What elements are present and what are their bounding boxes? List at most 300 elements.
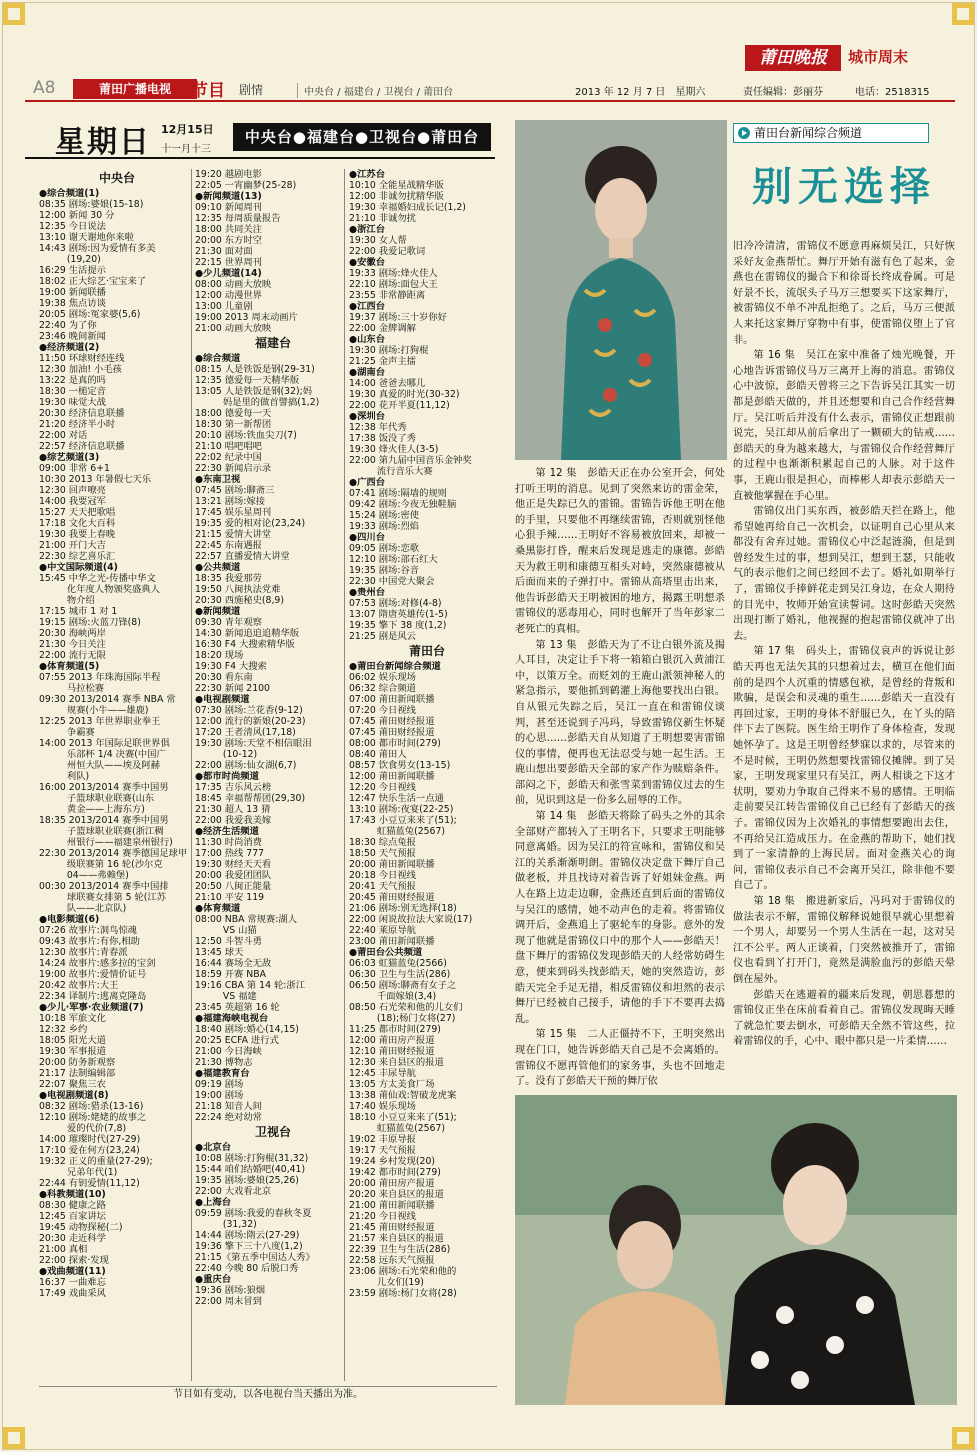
program-entry: 12:30 来自县区的报道 [349,1057,444,1068]
program-entry: 19:30 幸福婚妇成长记(1,2) [349,202,466,213]
program-entry: 19:02 丰原导报 [349,1134,416,1145]
program-entry: 06:02 娱乐现场 [349,672,416,683]
program-entry: 21:25 金声主擂 [349,356,416,367]
program-entry: 23:00 莆田新闻联播 [349,936,435,947]
program-entry: 18:50 天气预报 [349,848,416,859]
program-entry: 14:43 剧场:因为爱情有多美 (19,20) [39,243,156,265]
program-entry: 22:00 流行无限 [39,650,106,661]
program-entry: 18:35 我爱那劳 [195,573,262,584]
channel-heading: ●湖南台 [349,367,386,378]
program-entry: 19:36 剧场:狼烟 [195,1285,266,1296]
program-entry: 23:46 晚间新闻 [39,331,106,342]
program-entry: 17:20 王者清风(17,18) [195,727,296,738]
program-entry: 12:47 快乐生活一点通 [349,793,444,804]
program-entry: 19:35 擎下 38 度(1,2) [349,620,447,631]
program-entry: 22:00 花开半夏(11,12) [349,400,450,411]
channel-heading: ●福建教育台 [195,1068,250,1079]
program-entry: 22:00 我爱我美嫁 [195,815,272,826]
program-entry: 08:00 都市时间(279) [349,738,441,749]
channel-heading: ●江西台 [349,301,386,312]
program-entry: 22:00 我爱记歌词 [349,246,426,257]
program-entry: 06:03 虹猫蓝兔(2566) [349,958,447,969]
program-entry: 13:10 剧场:夜宴(22-25) [349,804,454,815]
program-entry: 18:35 2013/2014 赛季中国男 子篮球职业联赛(浙江稠 州银行——福建泉州银行) [39,815,173,848]
program-entry: 20:00 东方时空 [195,235,262,246]
program-entry: 20:42 故事片:大王 [39,980,119,991]
program-entry: 21:57 来自县区的报道 [349,1233,444,1244]
program-entry: 16:30 F4 大搜索精华版 [195,639,295,650]
channel-heading: ●广西台 [349,477,386,488]
program-entry: 07:45 莆田财经报道 [349,727,435,738]
program-entry: 16:29 生活提示 [39,265,106,276]
program-entry: 19:30 味觉大战 [39,397,106,408]
program-entry: 19:50 八闽执法党难 [195,584,281,595]
program-entry: 12:38 年代秀 [349,422,407,433]
channel-heading: ●深圳台 [349,411,386,422]
program-entry: 08:57 饮食男女(13-15) [349,760,451,771]
program-entry: 21:00 真相 [39,1244,88,1255]
program-entry: 19:30 财经天天看 [195,859,272,870]
corner-ornament [3,3,25,25]
program-entry: 19:30 剧场:天堂不相信眼泪 (10-12) [195,738,312,760]
program-entry: 19:20 越剧电影 [195,169,262,180]
program-entry: 21:00 莆田新闻联播 [349,1200,435,1211]
program-entry: 07:53 剧场:对修(4-8) [349,598,442,609]
channel-list: 中央台 / 福建台 / 卫视台 / 莆田台 [297,83,453,98]
program-entry: 17:43 小豆豆来来了(51); 虹猫蓝兔(2567) [349,815,457,837]
program-entry: 06:30 卫生与生活(286) [349,969,451,980]
program-entry: 21:25 剧是风云 [349,631,416,642]
program-entry: 19:30 剧场:打狗棍 [349,345,429,356]
program-entry: 07:00 莆田新闻联播 [349,694,435,705]
program-entry: 07:41 剧场:隔墙的规则 [349,488,447,499]
program-entry: 09:05 剧场:恋歌 [349,543,420,554]
channel-heading: ●综艺频道(3) [39,452,100,463]
channels-bar: 中央台●福建台●卫视台●莆田台 [233,123,491,151]
program-entry: 21:30 超人 13 猜 [195,804,271,815]
program-entry: 22:40 为了你 [39,320,97,331]
station-heading: 福建台 [254,336,291,350]
program-entry: 12:30 故事片:青春派 [39,947,128,958]
program-entry: 22:57 经济信息联播 [39,441,125,452]
program-entry: 09:30 青年观察 [195,617,262,628]
program-entry: 12:35 今日说法 [39,221,106,232]
article-paragraph: 第 18 集 搬进新家后，冯玛对于雷锦仪的做法表示不解，雷锦仪解释说她很早就心里想着一个男人，却要另一个男人生活在一起，这对吴江不公平。两人正谈着，门突然被推开了，雷锦仪也看到丫打开门，竟然是满脸血污的彭皓天晕倒在屋外。 [733,895,955,985]
program-entry: 19:15 剧场:火蓝刀锋(8) [39,617,141,628]
schedule-column-1 [39,169,195,1381]
program-entry: 19:37 剧场:三十岁你好 [349,312,447,323]
article-paragraph: 第 14 集 彭皓天将除了码头之外的其余全部财产都转入了王明名下，只要求王明能够同意离婚。因为吴江的符宣咏和，雷锦仪和吴江的关系渐渐明朗。雷锦仪决定盘下舞厅自己做老板，并且找诗对着告诉了好姐妹金燕。两人在路上边走边聊，金燕还直到后面的雷锦仪与吴江的感情，她不动声色的走着。将雷锦仪调开后，金燕追上了驱轮车的身影。意外的发现了他就是雷锦仪口中的那个人——彭皓天！盘下舞厅的雷锦仪发现彭皓天的人经常妨碍生意，便来到码头找彭皓天，她的突然造访，彭皓天完全手足无措，相反雷锦仪和坦然的表示舞厅已经被自己接手，请他的手下不要再去捣乱。 [515,811,725,1025]
program-entry: 20:30 看东南 [195,672,253,683]
program-entry: 07:45 莆田财经报道 [349,716,435,727]
program-entry: 08:15 人是铁饭是钢(29-31) [195,364,315,375]
program-entry: 20:30 海峡两岸 [39,628,106,639]
program-entry: 09:10 新闻周刊 [195,202,262,213]
program-entry: 22:45 东南遇报 [195,540,262,551]
program-entry: 20:30 走近科学 [39,1233,106,1244]
program-entry: 14:00 爸爸去哪儿 [349,378,426,389]
program-entry: 12:10 剧场:部石红大 [349,554,438,565]
channel-heading: ●电视剧频道(8) [39,1090,109,1101]
channel-heading: ●浙江台 [349,224,386,235]
day-date: 12月15日 [161,123,214,136]
channel-heading: ●综合频道(1) [39,188,100,199]
program-entry: 07:45 剧场:聊斋三 [195,485,275,496]
program-entry: 20:30 西施秘史(8,9) [195,595,284,606]
program-entry: 14:30 新闻追追追精华版 [195,628,300,639]
program-entry: 15:24 剧场:密使 [349,510,420,521]
article-paragraph: 旧冷冷清清，雷锦仪不愿意再麻烦吴江，只好恢采好友金燕帮忙。舞厅开始有滋有色了起来，金燕也在雷锦仪的撮合下和徐哥长终成眷属。可是好景不长，流氓头子马万三想要买下这家舞厅，被雷锦仪不单不冲乱拒绝了。之后，马万三便派人来托这家舞厅穿物中有事，使雷锦仪堕上了官非。 [733,241,955,346]
program-entry: 19:00 2013 周末动画片 [195,312,298,323]
program-entry: 12:35 每周质量报告 [195,213,281,224]
program-entry: 18:00 共同关注 [195,224,262,235]
program-entry: 11:25 都市时间(279) [349,1024,441,1035]
channel-heading: ●上海台 [195,1197,232,1208]
program-entry: 21:00 今日海峡 [195,1046,262,1057]
program-entry: 20:45 莆田财经报道 [349,892,435,903]
channel-heading: ●山东台 [349,334,386,345]
program-entry: 12:00 莆田新闻联播 [349,771,435,782]
program-entry: 18:40 剧场:婚心(14,15) [195,1024,299,1035]
program-entry: 21:20 经济半小时 [39,419,116,430]
channel-heading: ●体育频道 [195,903,241,914]
program-entry: 09:59 剧场:我爱的春秋冬夏 (31,32) [195,1208,312,1230]
program-entry: 10:10 全能星战精华版 [349,180,444,191]
program-entry: 20:05 剧场:冤家婆(5,6) [39,309,141,320]
newspaper-logo: 莆田晚报 [745,45,841,71]
channel-heading: ●经济频道(2) [39,342,100,353]
program-entry: 19:33 剧场:烈焰 [349,521,420,532]
program-entry: 22:02 纪录中国 [195,452,262,463]
program-entry: 22:00 大戏看北京 [195,1186,272,1197]
program-entry: 12:25 2013 年世界职业拳王 争霸赛 [39,716,161,738]
article-paragraph: 第 13 集 彭皓天为了不让白银外流及揭人耳目，决定让手下将一箱箱白银沉入黄浦江中，以策万全。而贬刘的王鹿山派领神秘人的紧急指示，要他抓到鹤灌上海他要找出白银。自从银元失踪之后，吴江一直在和雷锦仪谈判，甚至还说到子冯玛，导致雷锦仪新生怀疑的心思……彭皓天自从知道了王明想要害雷锦仪的事情，便再也无法忍受与她一起生活。王鹿山想出要彭皓天全部的家产作为赎赔条件。部闷之下，彭皓天和张雪菜到雷锦仪过去的生前，见识到这是一份多么屈辱的工作。 [515,639,725,807]
program-entry: 22:39 卫生与生活(286) [349,1244,451,1255]
program-entry: 17:10 爱在何方(23,24) [39,1145,140,1156]
program-entry: 13:05 方太美食厂场 [349,1079,435,1090]
station-heading: 卫视台 [254,1125,291,1139]
program-entry: 19:30 我要上春晚 [39,529,116,540]
channel-heading: ●四川台 [349,532,386,543]
channel-heading: ●电视剧频道 [195,694,250,705]
program-entry: 12:10 莆田财经报道 [349,1046,435,1057]
phone-number: 电话：2518315 [855,87,930,98]
program-entry: 08:00 动画大放映 [195,279,272,290]
program-entry: 13:00 儿童剧 [195,301,253,312]
channel-heading: ●少儿频道(14) [195,268,262,279]
section-title-top: 城市周末 [848,48,909,66]
program-entry: 12:10 剧场:姥姥的故事之 爱的代价(7,8) [39,1112,147,1134]
program-entry: 09:19 剧场 [195,1079,244,1090]
schedule-column-3 [349,169,505,1381]
program-entry: 23:59 剧场:杨门女将(28) [349,1288,457,1299]
program-entry: 22:00 探索·发现 [39,1255,109,1266]
program-entry: 19:00 故事片:爱情价证号 [39,969,147,980]
program-entry: 12:00 莆田房产报道 [349,1035,435,1046]
program-entry: 21:15《第五季中国达人秀》 [195,1252,315,1263]
program-entry: 23:45 英超第 16 轮 [195,1002,280,1013]
program-entry: 22:00 对话 [39,430,88,441]
program-entry: 06:32 综合频道 [349,683,416,694]
article-headline: 别无选择 [752,163,936,210]
program-entry: 22:00 第九届中国音乐金钟奖 流行音乐大赛 [349,455,472,477]
program-entry: 21:30 面对面 [195,246,253,257]
column-divider [344,169,345,1381]
program-entry: 09:42 剧场:今夜无独鞋脑 [349,499,457,510]
program-entry: 22:00 金牌调解 [349,323,416,334]
program-entry: 17:49 戏曲采风 [39,1288,106,1299]
program-entry: 21:10 非诚勿扰 [349,213,416,224]
program-entry: 20:41 天气预报 [349,881,416,892]
article-body-left [515,466,725,1090]
program-entry: 12:00 动漫世界 [195,290,262,301]
channel-heading: ●中文国际频道(4) [39,562,118,573]
program-entry: 18:10 小豆豆来来了(51); 虹猫蓝兔(2567) [349,1112,457,1134]
program-entry: 18:05 阳光大道 [39,1035,106,1046]
program-entry: 14:00 我要冠军 [39,496,106,507]
program-entry: 22:05 一宵幽梦(25-28) [195,180,297,191]
program-entry: 19:17 天气预报 [349,1145,416,1156]
program-entry: 10:18 军旅文化 [39,1013,106,1024]
program-entry: 22:57 直播爱情大讲堂 [195,551,290,562]
program-entry: 19:30 真爱的时光(30-32) [349,389,460,400]
channel-heading: ●经济生活频道 [195,826,259,837]
program-entry: 11:50 环球财经连线 [39,353,125,364]
program-entry: 18:00 德爱每一天 [195,408,272,419]
program-entry: 21:06 剧场:别无选择(18) [349,903,457,914]
program-entry: 15:27 天天把歌唱 [39,507,116,518]
article-paragraph: 第 17 集 码头上，雷锦仪哀声的诉说让彭皓天再也无法矢其的只想着过去，横亘在他们面前的是四个人沉重的情感包袱，是曾经的背叛和欺骗，是误会和灵魂的重生……彭皓天一直没有再回过家，王明的身体不舒服已久，在丫头的陪伴下去了医院。医生给王明作了身体检查，发现她怀孕了。这是王明曾经梦寐以求的，尽管来的不是时候，王明仍然想要找雷锦仪摊牌。到了吴家，王明发现家里只有吴江，两人相谈之下这才状明，要劝力争取自己得来不易的感情。王明临走前要吴江转告雷锦仪自己已经有了彭皓天的孩子。雷锦仪因为上次婚礼的事情想要跑出去住，不再给吴江造成压力。在金燕的帮助下，她们找到了一家清静的上海民居。面对金燕关心的询问，雷锦仪表示自己不会离开吴江，除非他不要自己了。 [733,646,955,892]
program-entry: 19:16 CBA 第 14 轮:浙江 VS 福建 [195,980,305,1002]
program-entry: 22:10 剧场:面包大王 [349,279,438,290]
program-entry: 08:35 剧场:婆娘(15-18) [39,199,144,210]
channel-heading: ●综合频道 [195,353,241,364]
program-entry: 22:30 新闻启示录 [195,463,272,474]
program-entry: 20:00 莆田新闻联播 [349,859,435,870]
paper-name-logo: 莆田广播电视 [73,79,197,99]
program-entry: 19:30 女人帮 [349,235,407,246]
schedule-footnote: 节目如有变动，以各电视台当天播出为准。 [39,1386,497,1402]
subsection-name: 剧情 [239,83,264,97]
program-entry: 12:00 流行的新娘(20-23) [195,716,306,727]
program-entry: 19:30 军事报道 [39,1046,106,1057]
program-entry: 19:35 爱的相对论(23,24) [195,518,306,529]
program-entry: 19:00 新闻联播 [39,287,106,298]
actress-photo [515,120,727,460]
program-entry: 18:30 综点兔报 [349,837,416,848]
program-entry: 17:35 吉乐风云榜 [195,782,272,793]
channel-banner-label: 莆田台新闻综合频道 [754,126,863,140]
channel-heading: ●科教频道(10) [39,1189,106,1200]
program-entry: 08:30 健康之路 [39,1200,106,1211]
program-entry: 22:00 闲说故拉法大家说(17) [349,914,473,925]
program-entry: 19:32 正义的重量(27-29); 兄弟年代(1) [39,1156,153,1178]
program-entry: 21:30 今日关注 [39,639,106,650]
program-entry: 07:55 2013 年珠海国际半程 马拉松赛 [39,672,161,694]
program-entry: 12:32 乡约 [39,1024,88,1035]
program-entry: 22:00 周末冒到 [195,1296,262,1307]
program-entry: 13:07 隋唐英雄传(1-5) [349,609,448,620]
program-entry: 21:10 唱吧唱吧 [195,441,262,452]
program-entry: 22:58 远东天气预报 [349,1255,435,1266]
issue-date: 2013 年 12 月 7 日 星期六 [575,87,706,98]
station-heading: 中央台 [98,171,135,185]
program-entry: 18:45 幸福帮帮团(29,30) [195,793,306,804]
program-entry: 20:20 来自县区的报道 [349,1189,444,1200]
channel-heading: ●都市时尚频道 [195,771,259,782]
article-paragraph: 第 16 集 吴江在家中准备了烛光晚餐，开心地告诉雷锦仪马万三离开上海的消息。雷锦仪心中波惊，彭皓天曾将三之下告诉吴江其实一切都是彭皓天做的，并且还想要和自己合作经营舞厅。吴江听后并没有什么表示，雷锦仪正想跟前说完，吴江却从前后拿出了一颗硕大的钻戒……彭皓天的身为越来越大，与雷锦仪合作经营舞厅的过程中也渐渐积累起自己的人脉。对于这件事，王鹿山很是担心，而棒彬人却表示彭皓天一直被他掌握在手心里。 [733,350,955,502]
program-entry: 20:18 今日视线 [349,870,416,881]
program-entry: 12:45 丰尿导航 [349,1068,416,1079]
program-entry: 08:50 石光荣和他的儿女们 (18);杨门女将(27) [349,1002,463,1024]
article-paragraph: 彭皓天在逃避着的疆来后发现，朝思暮想的雷锦仪正坐在床前看着自己。雷锦仪发现晦天睡了就急忙要去倒水，可彭皓天全然不管这些，拉着雷锦仪的手，心中、眼中都只是一片柔情…… [733,989,955,1048]
program-entry: 07:30 剧场:兰花香(9-12) [195,705,303,716]
program-entry: 16:37 一曲难忘 [39,1277,106,1288]
program-entry: 22:40 莱原导航 [349,925,416,936]
program-entry: 13:21 剧场:嫁接 [195,496,266,507]
program-entry: 13:45 球天 [195,947,244,958]
channel-heading: ●福建海峡电视台 [195,1013,269,1024]
drama-still-photo [515,1095,957,1405]
play-icon [738,127,750,139]
channel-heading: ●戏曲频道(11) [39,1266,106,1277]
program-entry: 22:30 综艺喜乐汇 [39,551,116,562]
program-entry: 22:40 今晚 80 后脱口秀 [195,1263,299,1274]
channel-heading: ●新闻频道 [195,606,241,617]
program-entry: 11:30 时尚消费 [195,837,262,848]
channel-heading: ●体育频道(5) [39,661,100,672]
program-entry: 17:15 城市 1 对 1 [39,606,118,617]
program-entry: 19:42 都市时间(279) [349,1167,441,1178]
program-entry: 12:35 德爱每一天精华版 [195,375,300,386]
program-entry: 12:00 非诚勿扰精华版 [349,191,444,202]
program-entry: 18:30 第一新帮团 [195,419,272,430]
program-entry: 21:10 平安 119 [195,892,265,903]
program-entry: 13:05 人是铁饭是钢(32);妈 妈是里的做首譬搞(1,2) [195,386,320,408]
program-entry: 10:30 2013 年暑假七天乐 [39,474,152,485]
article-body-right [733,239,955,1085]
page-number: A8 [33,78,56,98]
channel-heading: ●公共频道 [195,562,241,573]
program-entry: 07:20 今日视线 [349,705,416,716]
program-entry: 06:50 剧场:聊斋有女子之 千面嫁娘(3,4) [349,980,457,1002]
program-entry: 23:06 剧场:石光荣和他的 儿女们(19) [349,1266,457,1288]
article-paragraph: 第 12 集 彭皓天正在办公室开会，何处打听王明的消息。见到了突然来访的雷金荣，他正是失踪已久的雷锦。雷锦告诉他王明在他的手里，只要他不再继续雷锦，否则就别怪他心狠手辣……王明好不容易被放回来，却被一桑黑影打昏，醒来后发现是逃走的康德。彭皓天为救王明和康德互相头对峙，突然康德被从后面而来的子弹打中。雷锦从高塔里击出来，他告诉彭皓天王明被困的地方，揭露王明想杀雷锦仪的恶毒用心，同时也解开了当年彭家二老死亡的真相。 [515,468,725,635]
corner-ornament [952,3,974,25]
program-entry: 16:44 赛场全无敌 [195,958,272,969]
channel-heading: ●重庆台 [195,1274,232,1285]
program-entry: 22:00 剧场:仙女湖(6,7) [195,760,297,771]
program-entry: 19:30 F4 大搜索 [195,661,267,672]
program-entry: 22:24 绝对幼常 [195,1112,262,1123]
program-entry: 20:00 防务新观察 [39,1057,116,1068]
program-entry: 20:10 剧场:铁血尖刀(7) [195,430,297,441]
program-entry: 12:45 百家讲坛 [39,1211,106,1222]
program-entry: 09:43 故事片:有你,相助 [39,936,140,947]
program-entry: 21:45 莆田财经报道 [349,1222,435,1233]
program-entry: 19:35 剧场:婆娘(25,26) [195,1175,299,1186]
corner-ornament [952,1427,974,1449]
channel-banner [733,123,929,143]
program-entry: 17:00 热线 777 [195,848,265,859]
program-entry: 19:36 擎下三十八度(1,2) [195,1241,303,1252]
program-entry: 14:00 璀璨时代(27-29) [39,1134,141,1145]
program-entry: 17:40 娱乐现场 [349,1101,416,1112]
program-entry: 21:20 今日视线 [349,1211,416,1222]
program-entry: 20:25 ECFA 进行式 [195,1035,279,1046]
newspaper-page [2,2,975,1450]
program-entry: 19:24 乡村发现(20) [349,1156,436,1167]
program-entry: 14:24 故事片:感多拉的宝剑 [39,958,156,969]
program-entry: 17:18 文化大百科 [39,518,116,529]
program-entry: 13:10 谢天谢地你来啦 [39,232,134,243]
day-header [25,115,495,159]
program-entry: 19:30 烽火佳人(3-5) [349,444,439,455]
program-entry: 15:44 咱们结婚吧(40,41) [195,1164,306,1175]
program-entry: 18:20 现场 [195,650,244,661]
channel-heading: ●少儿·军事·农业频道(7) [39,1002,144,1013]
program-entry: 18:02 正大综艺·宝宝来了 [39,276,147,287]
program-entry: 22:44 有钥爱情(11,12) [39,1178,140,1189]
article-paragraph: 雷锦仪出门买东西，被彭皓天拦在路上，他希望她再给自己一次机会，以证明自己心里从来都没有舍弃过她。雷锦仪心中泛起涟漪，但是到曾经发生过的事，想到吴江，想到王瑟，只能收气的表示他们之间已经回不去了。婚礼如期举行了，雷锦仪手捧鲜花走到吴江身边，在众人期待的目光中，牧师开始宣读誓词。这时彭皓天突然出现打断了婚礼，他视握的抱起雷锦仪就冲了出去。 [733,506,955,642]
program-entry: 22:30 中国党大聚会 [349,576,435,587]
program-entry: 17:45 娱乐星周刊 [195,507,272,518]
channel-heading: ●安徽台 [349,257,386,268]
program-entry: 08:32 剧场:猎杀(13-16) [39,1101,144,1112]
program-entry: 20:30 经济信息联播 [39,408,125,419]
program-entry: 19:33 剧场:烽火佳人 [349,268,438,279]
column-divider [191,169,192,1381]
program-entry: 14:44 剧场:隋云(27-29) [195,1230,300,1241]
channel-heading: ●贵州台 [349,587,386,598]
program-entry: 20:50 八闽正能量 [195,881,272,892]
program-entry: 22:34 译制片:逃离克隆岛 [39,991,147,1002]
channel-heading: ●莆田台新闻综合频道 [349,661,441,672]
editor-credit: 责任编辑：彭丽芬 [743,87,823,98]
program-entry: 20:00 我爱团团队 [195,870,272,881]
lunar-date: 十一月十三 [161,144,211,155]
program-entry: 21:17 法制编辑部 [39,1068,116,1079]
program-entry: 12:00 新闻 30 分 [39,210,115,221]
program-entry: 21:15 爱情大讲堂 [195,529,272,540]
program-entry: 19:38 焦点访谈 [39,298,106,309]
program-entry: 10:08 剧场:打狗棍(31,32) [195,1153,309,1164]
program-entry: 08:40 莆田人 [349,749,407,760]
program-entry: 19:00 剧场 [195,1090,244,1101]
program-entry: 12:20 今日视线 [349,782,416,793]
program-entry: 23:55 非常静距离 [349,290,426,301]
program-entry: 18:30 一槌定音 [39,386,106,397]
article-paragraph: 第 15 集 二人正僵持不下，王明突然出现在门口，她告诉彭皓天自己是不会离婚的。雷锦仪不愿再管他们的家务事，头也不回地走了。没有了彭皓天干预的舞厅依 [515,1029,725,1088]
program-entry: 15:45 中华之光-传播中华文 化年度人物颁奖盛典人 物介绍 [39,573,160,606]
program-entry: 17:38 饭没了秀 [349,433,416,444]
program-entry: 12:30 加油! 小毛孩 [39,364,122,375]
program-entry: 00:30 2013/2014 赛季中国排 球联赛女排第 5 轮(江苏 队——北京队) [39,881,169,914]
program-entry: 19:45 动物探秘(二) [39,1222,123,1233]
program-entry: 08:00 NBA 常规赛:湖人 VS 山猫 [195,914,298,936]
program-entry: 22:07 聚焦三农 [39,1079,106,1090]
channel-heading: ●电影频道(6) [39,914,100,925]
program-entry: 07:26 故事片:洞鸟惊魂 [39,925,137,936]
channel-heading: ●东南卫视 [195,474,241,485]
program-entry: 14:00 2013 年国际足联世界俱 乐部杯 1/4 决赛(中国广 州恒大队——埃及阿赫 利队) [39,738,170,782]
program-entry: 21:18 知音人间 [195,1101,262,1112]
program-entry: 13:22 是真的吗 [39,375,106,386]
channel-heading: ●江苏台 [349,169,386,180]
program-entry: 21:00 动画大放映 [195,323,272,334]
section-name: 节目 [191,81,225,101]
program-entry: 18:59 开赛 NBA [195,969,266,980]
